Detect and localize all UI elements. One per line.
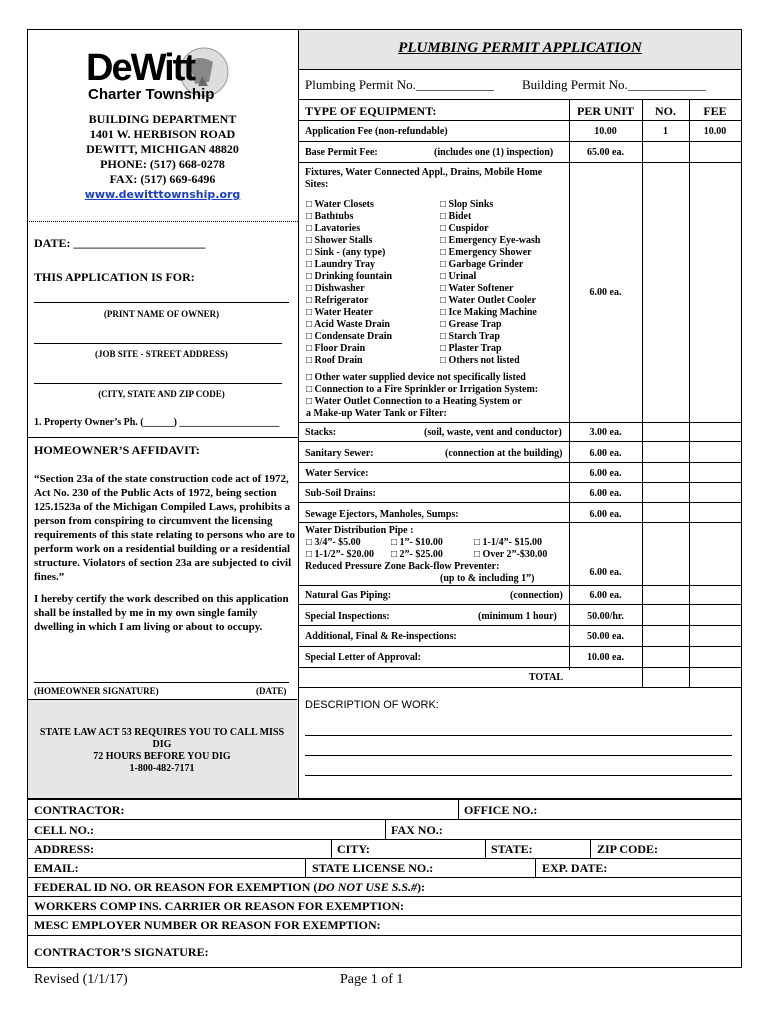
distribution-per-unit: 6.00 ea. bbox=[589, 567, 622, 578]
federal-id-field[interactable] bbox=[34, 880, 425, 895]
homeowner-date-label: (DATE) bbox=[256, 686, 287, 696]
subsoil-per-unit: 6.00 ea. bbox=[589, 488, 622, 499]
stacks-per-unit: 3.00 ea. bbox=[589, 427, 622, 438]
special-note: (minimum 1 hour) bbox=[478, 611, 557, 622]
water-service-per-unit: 6.00 ea. bbox=[589, 468, 622, 479]
miss-dig-line-3: 1-800-482-7171 bbox=[129, 763, 195, 774]
contractor-signature-field[interactable]: CONTRACTOR’S SIGNATURE: bbox=[34, 945, 209, 959]
state-license-field[interactable]: STATE LICENSE NO.: bbox=[312, 861, 434, 875]
sanitary-per-unit: 6.00 ea. bbox=[589, 448, 622, 459]
application-for-label: THIS APPLICATION IS FOR: bbox=[34, 270, 195, 284]
zip-code-field[interactable]: ZIP CODE: bbox=[597, 842, 659, 856]
base-fee-label: Base Permit Fee: bbox=[305, 147, 378, 158]
fixture-checkbox-item[interactable]: □ Refrigerator bbox=[306, 295, 369, 306]
department-block bbox=[40, 112, 285, 202]
stacks-note: (soil, waste, vent and conductor) bbox=[424, 427, 562, 438]
fixture-checkbox-item[interactable]: □ Roof Drain bbox=[306, 355, 363, 366]
application-fee-no: 1 bbox=[663, 126, 668, 137]
fixture-checkbox-item[interactable]: □ Water Softener bbox=[440, 283, 514, 294]
state-field[interactable]: STATE: bbox=[491, 842, 533, 856]
mesc-field[interactable]: MESC EMPLOYER NUMBER OR REASON FOR EXEMPTION: bbox=[34, 918, 381, 932]
fixture-checkbox-item[interactable]: □ Slop Sinks bbox=[440, 199, 494, 210]
fixture-checkbox-item[interactable]: □ Emergency Shower bbox=[440, 247, 532, 258]
federal-id-label: FEDERAL ID NO. OR REASON FOR EXEMPTION ( bbox=[34, 880, 318, 894]
fixtures-label: Fixtures, Water Connected Appl., Drains, Mobile Home Sites: bbox=[305, 167, 543, 190]
per-unit-header: PER UNIT bbox=[576, 104, 634, 118]
department-fax: FAX: (517) 669-6496 bbox=[109, 172, 216, 186]
fixture-checkbox-item[interactable]: □ Emergency Eye-wash bbox=[440, 235, 541, 246]
fixture-checkbox-item[interactable]: □ Grease Trap bbox=[440, 319, 502, 330]
base-fee-note: (includes one (1) inspection) bbox=[434, 147, 554, 158]
cell-no-field[interactable]: CELL NO.: bbox=[34, 823, 95, 837]
additional-label: Additional, Final & Re-inspections: bbox=[305, 631, 457, 642]
affidavit-text: “Section 23a of the state construction code act of 1972, Act No. 230 of the Public Acts of 1972, being section 125.1523a of the Michigan Compiled Laws, prohibits a person from conspiring to circumvent the licensing requirements of this state relating to persons who are to perform work on a residential building or a residential structure. Violators of section 23a are subjected to civil fines.” bbox=[34, 473, 296, 583]
fixture-checkbox-item[interactable]: □ Sink - (any type) bbox=[306, 247, 386, 258]
fixtures-per-unit: 6.00 ea. bbox=[589, 287, 622, 298]
owner-caption: (PRINT NAME OF OWNER) bbox=[103, 309, 220, 319]
distribution-option-1[interactable]: □ 1”- $10.00 bbox=[391, 537, 443, 548]
federal-id-warning: DO NOT USE S.S.# bbox=[317, 880, 418, 894]
logo-name: DeWitt bbox=[86, 47, 194, 89]
fixture-checkbox-item[interactable]: □ Water Heater bbox=[306, 307, 373, 318]
distribution-option-1-1-2[interactable]: □ 1-1/2”- $20.00 bbox=[306, 549, 374, 560]
fixture-checkbox-item[interactable]: □ Water Outlet Cooler bbox=[440, 295, 536, 306]
fixture-checkbox-item[interactable]: □ Shower Stalls bbox=[306, 235, 373, 246]
miss-dig-line-1: STATE LAW ACT 53 REQUIRES YOU TO CALL MISS DIG bbox=[39, 727, 285, 750]
distribution-option-over-2[interactable]: □ Over 2”-$30.00 bbox=[474, 549, 548, 560]
miss-dig-notice bbox=[34, 727, 290, 775]
fixture-checkbox-item[interactable]: a Make-up Water Tank or Filter: bbox=[306, 408, 447, 419]
fixture-checkbox-item[interactable]: □ Plaster Trap bbox=[440, 343, 502, 354]
subsoil-label: Sub-Soil Drains: bbox=[305, 488, 376, 499]
city-caption: (CITY, STATE AND ZIP CODE) bbox=[98, 389, 225, 399]
distribution-option-2[interactable]: □ 2”- $25.00 bbox=[391, 549, 443, 560]
letter-label: Special Letter of Approval: bbox=[305, 652, 422, 663]
stacks-label: Stacks: bbox=[305, 427, 337, 438]
fixture-checkbox-item[interactable]: □ Acid Waste Drain bbox=[306, 319, 390, 330]
water-service-label: Water Service: bbox=[305, 468, 369, 479]
department-phone: PHONE: (517) 668-0278 bbox=[100, 157, 225, 171]
fixture-checkbox-item[interactable]: □ Starch Trap bbox=[440, 331, 500, 342]
department-name: BUILDING DEPARTMENT bbox=[88, 112, 237, 126]
total-label: TOTAL bbox=[528, 672, 563, 683]
page-number: Page 1 of 1 bbox=[340, 972, 404, 987]
fixture-checkbox-item[interactable]: □ Others not listed bbox=[440, 355, 520, 366]
application-fee-fee: 10.00 bbox=[703, 126, 727, 137]
fixture-checkbox-item[interactable]: □ Lavatories bbox=[306, 223, 361, 234]
email-field[interactable]: EMAIL: bbox=[34, 861, 79, 875]
date-label[interactable]: DATE: ______________________ bbox=[34, 236, 206, 250]
address-field[interactable]: ADDRESS: bbox=[34, 842, 95, 856]
owner-name-line[interactable] bbox=[34, 302, 289, 303]
no-header: NO. bbox=[655, 104, 676, 118]
fixture-checkbox-item[interactable]: □ Condensate Drain bbox=[306, 331, 393, 342]
fixture-checkbox-item[interactable]: □ Cuspidor bbox=[440, 223, 489, 234]
fixture-checkbox-item[interactable]: □ Garbage Grinder bbox=[440, 259, 524, 270]
fixture-checkbox-item[interactable]: □ Water Closets bbox=[306, 199, 374, 210]
workers-comp-field[interactable]: WORKERS COMP INS. CARRIER OR REASON FOR EXEMPTION: bbox=[34, 899, 405, 913]
gas-per-unit: 6.00 ea. bbox=[589, 590, 622, 601]
distribution-option-1-1-4[interactable]: □ 1-1/4”- $15.00 bbox=[474, 537, 542, 548]
gas-note: (connection) bbox=[510, 590, 563, 601]
type-of-equipment-header: TYPE OF EQUIPMENT: bbox=[305, 104, 437, 118]
additional-per-unit: 50.00 ea. bbox=[587, 631, 624, 642]
application-fee-label: Application Fee (non-refundable) bbox=[305, 126, 448, 137]
application-fee-per-unit: 10.00 bbox=[594, 126, 617, 137]
sanitary-note: (connection at the building) bbox=[445, 448, 563, 459]
special-label: Special Inspections: bbox=[305, 611, 390, 622]
affidavit-title: HOMEOWNER’S AFFIDAVIT: bbox=[34, 443, 200, 457]
letter-per-unit: 10.00 ea. bbox=[587, 652, 624, 663]
distribution-option-3-4[interactable]: □ 3/4”- $5.00 bbox=[306, 537, 361, 548]
building-permit-no[interactable]: Building Permit No.____________ bbox=[522, 77, 706, 92]
city-line[interactable] bbox=[34, 383, 282, 384]
sanitary-label: Sanitary Sewer: bbox=[305, 448, 374, 459]
contractor-field[interactable]: CONTRACTOR: bbox=[34, 803, 125, 817]
fixture-checkbox-item[interactable]: □ Dishwasher bbox=[306, 283, 365, 294]
plumbing-permit-no[interactable]: Plumbing Permit No.____________ bbox=[305, 77, 494, 92]
fax-no-field[interactable]: FAX NO.: bbox=[391, 823, 443, 837]
fixture-checkbox-item[interactable]: □ Water Outlet Connection to a Heating System or bbox=[306, 396, 522, 407]
miss-dig-line-2: 72 HOURS BEFORE YOU DIG bbox=[93, 751, 231, 762]
fixture-checkbox-item[interactable]: □ Laundry Tray bbox=[306, 259, 376, 270]
description-line-3[interactable] bbox=[305, 775, 732, 776]
description-line-2[interactable] bbox=[305, 755, 732, 756]
ejectors-label: Sewage Ejectors, Manholes, Sumps: bbox=[305, 509, 459, 520]
backflow-note: (up to & including 1”) bbox=[440, 573, 535, 584]
department-address2: DEWITT, MICHIGAN 48820 bbox=[86, 142, 239, 156]
description-label: DESCRIPTION OF WORK: bbox=[305, 699, 439, 711]
fixture-checkbox-item[interactable]: □ Floor Drain bbox=[306, 343, 366, 354]
fixture-checkbox-item[interactable]: □ Connection to a Fire Sprinkler or Irrigation System: bbox=[306, 384, 539, 395]
fixture-checkbox-item[interactable]: □ Drinking fountain bbox=[306, 271, 393, 282]
form-title: PLUMBING PERMIT APPLICATION bbox=[398, 40, 642, 56]
city-field[interactable]: CITY: bbox=[337, 842, 370, 856]
dewitt-logo bbox=[86, 40, 246, 110]
logo-tagline: Charter Township bbox=[88, 86, 215, 103]
base-fee-per-unit: 65.00 ea. bbox=[587, 147, 624, 158]
gas-label: Natural Gas Piping: bbox=[305, 590, 392, 601]
description-line-1[interactable] bbox=[305, 735, 732, 736]
certify-text: I hereby certify the work described on this application shall be installed by me in my own single family dwelling in which I am living or about to occupy. bbox=[34, 593, 289, 633]
federal-id-close: ): bbox=[417, 880, 426, 894]
department-website[interactable]: www.dewitttownship.org bbox=[84, 188, 241, 201]
revised-date: Revised (1/1/17) bbox=[34, 972, 128, 987]
backflow-label: Reduced Pressure Zone Back-flow Preventer: bbox=[305, 561, 500, 572]
distribution-label: Water Distribution Pipe : bbox=[305, 525, 414, 536]
department-address1: 1401 W. HERBISON ROAD bbox=[89, 127, 236, 141]
fixture-checkbox-item[interactable]: □ Bidet bbox=[440, 211, 472, 222]
owner-phone-line[interactable]: 1. Property Owner’s Ph. (______) ____________________ bbox=[34, 417, 280, 428]
job-site-caption: (JOB SITE - STREET ADDRESS) bbox=[95, 349, 228, 359]
homeowner-signature-line[interactable] bbox=[34, 682, 289, 683]
fixture-checkbox-item[interactable]: □ Ice Making Machine bbox=[440, 307, 537, 318]
job-site-line[interactable] bbox=[34, 343, 282, 344]
exp-date-field[interactable]: EXP. DATE: bbox=[542, 861, 608, 875]
fixture-checkbox-item[interactable]: □ Urinal bbox=[440, 271, 477, 282]
ejectors-per-unit: 6.00 ea. bbox=[589, 509, 622, 520]
homeowner-signature-label: (HOMEOWNER SIGNATURE) bbox=[34, 686, 159, 696]
fee-header: FEE bbox=[703, 104, 727, 118]
fixture-checkbox-item[interactable]: □ Bathtubs bbox=[306, 211, 354, 222]
office-no-field[interactable]: OFFICE NO.: bbox=[464, 803, 538, 817]
fixture-checkbox-item[interactable]: □ Other water supplied device not specifically listed bbox=[306, 372, 526, 383]
special-per-unit: 50.00/hr. bbox=[587, 611, 624, 622]
